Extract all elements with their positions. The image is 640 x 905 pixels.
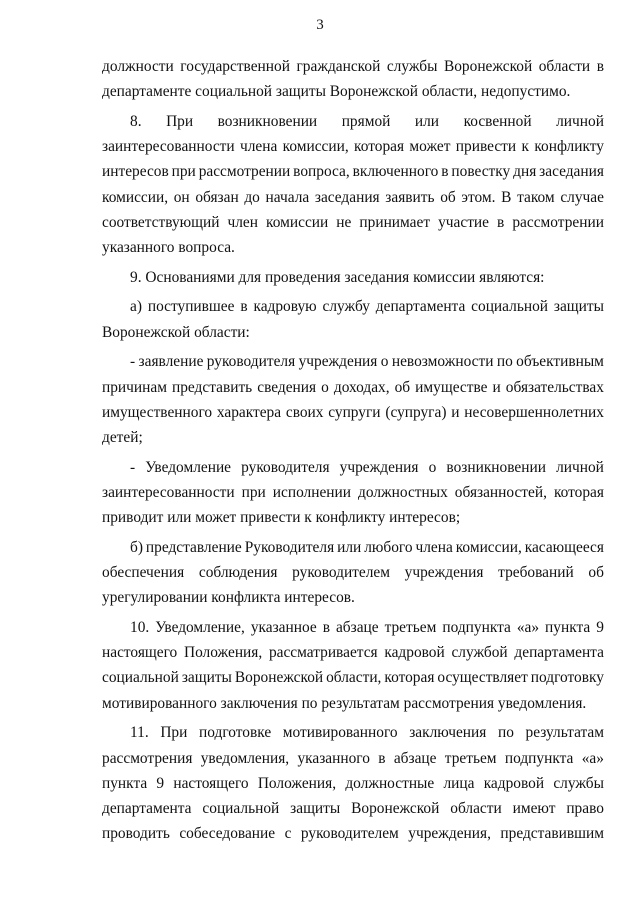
- word: участие: [438, 213, 490, 231]
- word: службой: [451, 644, 508, 662]
- text-line: [102, 375, 604, 400]
- word: департамента: [514, 644, 604, 662]
- word: третьем: [444, 749, 497, 767]
- word: области: [450, 800, 502, 817]
- word: рассмотрении: [512, 213, 604, 231]
- word: 10.: [130, 619, 150, 637]
- word: требований: [498, 564, 574, 582]
- word: или: [414, 112, 440, 130]
- text-line: [102, 54, 604, 79]
- word: заявление: [138, 353, 204, 371]
- text-line: [102, 320, 604, 345]
- word: заседания: [314, 188, 380, 206]
- text-line: [102, 134, 604, 159]
- text-line: [102, 771, 604, 796]
- word: интересов: [102, 163, 169, 181]
- word: В: [501, 188, 512, 206]
- text-line: [102, 505, 604, 530]
- text-line: [102, 265, 604, 290]
- word: должностных: [358, 483, 448, 501]
- word: приводит или может привести к конфликту интересов;: [102, 509, 461, 527]
- word: привести: [455, 138, 517, 156]
- word: личной: [556, 112, 604, 130]
- word: мотивированного заключения по результатам рассмотрения уведомления.: [102, 694, 587, 712]
- text-line: [102, 400, 604, 425]
- word: защиты: [290, 800, 341, 817]
- paragraph: [102, 54, 604, 104]
- word: супруги: [328, 403, 381, 421]
- word: представившим: [500, 825, 604, 843]
- word: представление: [145, 538, 242, 556]
- word: вопроса,: [293, 163, 350, 181]
- text-line: [102, 796, 604, 821]
- word: настоящего: [173, 774, 249, 792]
- word: соответствующий: [102, 213, 220, 231]
- word: подпункта: [504, 749, 574, 767]
- word: пункта: [545, 619, 591, 637]
- text-line: [102, 480, 604, 505]
- word: с: [284, 825, 292, 843]
- word: 11.: [130, 724, 149, 742]
- word: службу: [322, 298, 370, 316]
- word: Положения,: [183, 644, 263, 662]
- word: Воронежской: [234, 669, 324, 687]
- word: несовершеннолетних: [464, 403, 604, 421]
- word: службы: [553, 774, 604, 792]
- word: защиты: [181, 669, 232, 687]
- word: кадровую: [253, 298, 317, 316]
- word: подпункта: [442, 619, 511, 637]
- word: учреждения: [339, 458, 419, 476]
- word: в: [497, 213, 505, 231]
- word: области: [538, 58, 591, 75]
- word: в: [322, 619, 330, 637]
- word: возникновении: [446, 458, 546, 476]
- word: «а»: [581, 749, 604, 767]
- word: Воронежской: [351, 800, 440, 817]
- word: характера: [216, 403, 282, 421]
- word: подготовке: [199, 724, 272, 742]
- text-line: [102, 640, 604, 665]
- word: может: [409, 138, 451, 156]
- word: При: [160, 724, 188, 742]
- word: до: [244, 188, 260, 206]
- word: заинтересованности: [102, 138, 235, 156]
- word: пункта: [102, 774, 148, 792]
- word: об: [394, 378, 411, 396]
- word: б): [130, 538, 143, 556]
- word: кадровой: [384, 644, 445, 662]
- word: заключения: [409, 724, 487, 742]
- word: Воронежской: [443, 58, 533, 75]
- word: любого: [364, 538, 413, 556]
- word: рассматривается: [268, 644, 378, 662]
- word: При: [166, 112, 194, 130]
- word: заявить: [385, 188, 435, 206]
- word: которая: [553, 483, 604, 501]
- word: право: [566, 800, 604, 817]
- word: указанного: [297, 749, 370, 767]
- word: -: [130, 458, 136, 476]
- word: руководителем: [292, 564, 390, 582]
- word: Руководителя: [244, 538, 335, 556]
- word: Уведомление: [145, 458, 232, 476]
- word: -: [130, 353, 136, 371]
- word: должностные: [345, 774, 435, 792]
- paragraph: [102, 615, 604, 716]
- word: осуществляет: [437, 669, 528, 687]
- word: в: [596, 58, 604, 75]
- word: прямой: [341, 112, 391, 130]
- word: защиты: [553, 298, 604, 316]
- word: и: [451, 403, 460, 421]
- paragraph: [102, 720, 604, 846]
- text-line: [102, 109, 604, 134]
- word: собеседование: [179, 825, 276, 843]
- word: своих: [285, 403, 324, 421]
- word: департамента: [375, 298, 466, 316]
- word: 9: [156, 774, 165, 792]
- word: он: [173, 188, 190, 206]
- word: члена: [239, 138, 278, 156]
- word: абзаце: [393, 749, 437, 767]
- word: рассмотрении: [198, 163, 291, 181]
- word: а): [130, 298, 142, 316]
- word: случае: [560, 188, 604, 206]
- word: при: [241, 483, 266, 501]
- word: об: [588, 564, 604, 582]
- word: при: [171, 163, 196, 181]
- text-line: [102, 720, 604, 745]
- word: доходах,: [333, 378, 390, 396]
- word: этом.: [461, 188, 496, 206]
- word: социальной: [202, 800, 280, 817]
- word: мотивированного: [282, 724, 398, 742]
- word: заседания: [539, 163, 604, 181]
- page-number: 3: [316, 17, 324, 33]
- word: кадровой: [483, 774, 545, 792]
- word: о: [321, 378, 329, 396]
- document-body: [102, 54, 604, 851]
- word: урегулировании конфликта интересов.: [102, 589, 355, 607]
- word: в: [240, 298, 248, 316]
- word: обязан: [195, 188, 239, 206]
- word: о: [428, 458, 437, 476]
- word: заинтересованности: [102, 483, 235, 501]
- word: государственной: [180, 58, 290, 75]
- text-line: [102, 665, 604, 690]
- text-line: [102, 746, 604, 771]
- text-line: [102, 425, 604, 450]
- word: по: [497, 724, 514, 742]
- word: лица: [443, 774, 475, 792]
- word: касающееся: [524, 538, 604, 556]
- word: которая: [384, 669, 435, 687]
- word: или: [337, 538, 362, 556]
- word: начала: [265, 188, 310, 206]
- text-line: [102, 821, 604, 846]
- word: принимает: [359, 213, 431, 231]
- text-line: [102, 235, 604, 260]
- word: руководителем: [300, 825, 399, 843]
- word: 9. Основаниями для проведения заседания комиссии являются:: [130, 268, 545, 286]
- word: имущественного: [102, 403, 213, 421]
- word: учреждения,: [408, 825, 491, 843]
- text-line: [102, 691, 604, 716]
- word: представить: [171, 378, 253, 396]
- word: социальной: [102, 669, 179, 687]
- word: соблюдения: [198, 564, 278, 582]
- word: третьем: [384, 619, 437, 637]
- text-line: [102, 535, 604, 560]
- word: учреждения: [404, 564, 484, 582]
- word: 8.: [130, 112, 142, 130]
- paragraph: [102, 109, 604, 260]
- word: департаменте социальной защиты Воронежской области, недопустимо.: [102, 83, 571, 101]
- word: члена: [415, 538, 453, 556]
- word: руководителя: [206, 353, 296, 371]
- word: службы: [386, 58, 438, 75]
- word: комиссии,: [455, 538, 522, 556]
- word: повестку: [451, 163, 511, 181]
- word: Положения,: [257, 774, 337, 792]
- word: абзаце: [335, 619, 379, 637]
- word: департамента: [102, 800, 192, 817]
- word: возникновении: [217, 112, 318, 130]
- word: имеют: [512, 800, 556, 817]
- word: результатам: [525, 724, 604, 742]
- word: включенного: [352, 163, 439, 181]
- word: детей;: [102, 429, 143, 446]
- word: уведомления,: [200, 749, 290, 767]
- word: которая: [354, 138, 405, 156]
- text-line: [102, 560, 604, 585]
- text-line: [102, 159, 604, 184]
- text-line: [102, 294, 604, 319]
- paragraph: [102, 294, 604, 344]
- word: социальной: [471, 298, 549, 316]
- word: комиссии: [266, 213, 329, 231]
- text-line: [102, 349, 604, 374]
- word: об: [440, 188, 456, 206]
- word: обязательствах: [505, 378, 604, 396]
- word: указанного вопроса.: [102, 238, 235, 256]
- word: (супруга): [385, 403, 447, 421]
- word: поступившее: [147, 298, 235, 316]
- word: подготовку: [530, 669, 604, 687]
- word: 9: [596, 619, 604, 637]
- word: дня: [513, 163, 537, 181]
- word: должности: [102, 58, 174, 75]
- word: комиссии,: [282, 138, 349, 156]
- word: области,: [326, 669, 382, 687]
- word: обеспечения: [102, 564, 185, 582]
- word: комиссии,: [102, 188, 169, 206]
- word: объективным: [516, 353, 604, 371]
- word: причинам: [102, 378, 167, 396]
- word: учреждения: [298, 353, 378, 371]
- paragraph: [102, 535, 604, 611]
- text-line: [102, 185, 604, 210]
- word: настоящего: [102, 644, 178, 662]
- word: член: [227, 213, 259, 231]
- word: обязанностей,: [454, 483, 547, 501]
- word: в: [378, 749, 386, 767]
- word: к: [521, 138, 529, 156]
- word: конфликту: [534, 138, 604, 156]
- text-line: [102, 455, 604, 480]
- word: в: [441, 163, 449, 181]
- word: личной: [556, 458, 604, 476]
- word: исполнении: [272, 483, 352, 501]
- text-line: [102, 210, 604, 235]
- word: и: [492, 378, 501, 396]
- word: Воронежской области:: [102, 323, 250, 341]
- word: рассмотрения: [102, 749, 193, 767]
- word: гражданской: [296, 58, 381, 75]
- paragraph: [102, 265, 604, 290]
- word: Уведомление,: [155, 619, 245, 637]
- word: руководителя: [241, 458, 330, 476]
- word: таком: [517, 188, 555, 206]
- word: имуществе: [415, 378, 488, 396]
- word: проводить: [102, 825, 170, 843]
- word: указанное: [250, 619, 317, 637]
- word: о: [380, 353, 389, 371]
- word: по: [496, 353, 513, 371]
- text-line: [102, 79, 604, 104]
- word: «а»: [516, 619, 540, 637]
- word: невозможности: [391, 353, 494, 371]
- word: не: [336, 213, 352, 231]
- text-line: [102, 615, 604, 640]
- word: сведения: [257, 378, 317, 396]
- word: косвенной: [463, 112, 532, 130]
- paragraph: [102, 455, 604, 531]
- text-line: [102, 585, 604, 610]
- paragraph: [102, 349, 604, 450]
